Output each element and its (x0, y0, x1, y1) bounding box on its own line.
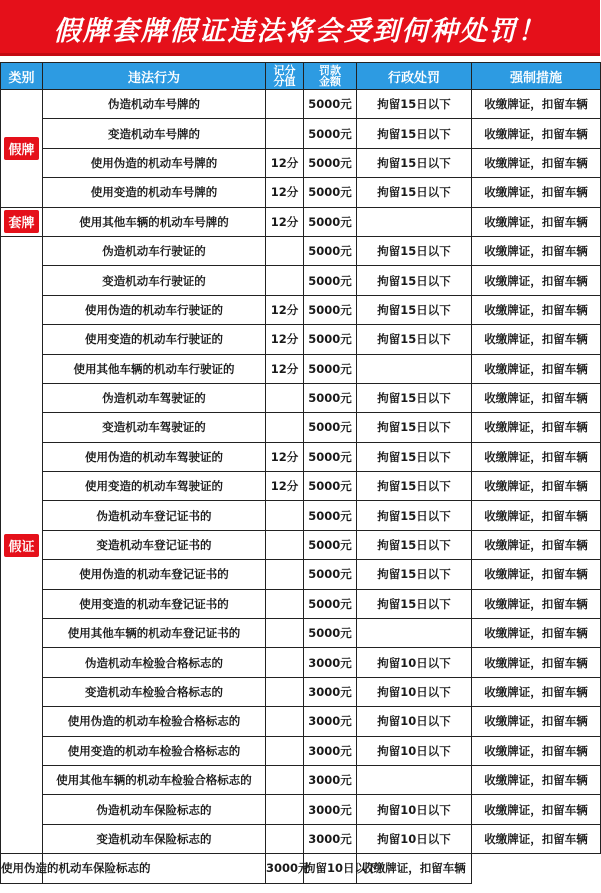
admin-cell: 拘留15日以下 (357, 442, 472, 471)
admin-cell (357, 619, 472, 648)
measure-cell: 收缴牌证，扣留车辆 (472, 119, 601, 148)
fine-cell: 5000元 (304, 178, 357, 207)
table-row (1, 589, 601, 618)
header-fine-line1: 罚款 (319, 64, 341, 77)
table-row (1, 119, 601, 148)
fine-cell: 3000元 (304, 765, 357, 794)
violation-cell: 使用伪造的机动车行驶证的 (43, 295, 266, 324)
table-row (1, 501, 601, 530)
admin-cell: 拘留10日以下 (357, 677, 472, 706)
table-row (1, 236, 601, 265)
table-row (1, 178, 601, 207)
points-cell (266, 530, 304, 559)
points-cell (266, 413, 304, 442)
admin-cell: 拘留10日以下 (357, 795, 472, 824)
points-cell (266, 266, 304, 295)
violation-cell: 使用变造的机动车登记证书的 (43, 589, 266, 618)
table-row (1, 765, 601, 794)
table-row (1, 413, 601, 442)
table-row (1, 90, 601, 119)
table-row (1, 325, 601, 354)
violation-cell: 伪造机动车登记证书的 (43, 501, 266, 530)
table-row (1, 707, 601, 736)
fine-cell: 5000元 (304, 207, 357, 236)
measure-cell: 收缴牌证，扣留车辆 (472, 619, 601, 648)
admin-cell: 拘留15日以下 (357, 501, 472, 530)
violation-cell: 使用变造的机动车号牌的 (43, 178, 266, 207)
measure-cell: 收缴牌证，扣留车辆 (472, 824, 601, 853)
table-row (1, 472, 601, 501)
fine-cell: 5000元 (304, 236, 357, 265)
measure-cell: 收缴牌证，扣留车辆 (472, 442, 601, 471)
points-cell: 12分 (266, 178, 304, 207)
violation-cell: 使用变造的机动车驾驶证的 (43, 472, 266, 501)
admin-cell: 拘留15日以下 (357, 560, 472, 589)
violation-cell: 使用伪造的机动车驾驶证的 (43, 442, 266, 471)
points-cell (266, 648, 304, 677)
table-row (1, 648, 601, 677)
table-row (1, 560, 601, 589)
admin-cell: 拘留15日以下 (357, 413, 472, 442)
table-row (1, 824, 601, 853)
page-title: 假牌套牌假证违法将会受到何种处罚！ (53, 15, 547, 47)
category-tag: 套牌 (4, 210, 38, 233)
violation-cell: 使用其他车辆的机动车登记证书的 (43, 619, 266, 648)
violation-cell: 变造机动车登记证书的 (43, 530, 266, 559)
measure-cell: 收缴牌证，扣留车辆 (472, 765, 601, 794)
points-cell (266, 383, 304, 412)
measure-cell: 收缴牌证，扣留车辆 (472, 236, 601, 265)
admin-cell: 拘留15日以下 (357, 148, 472, 177)
admin-cell: 拘留15日以下 (357, 589, 472, 618)
fine-cell: 5000元 (304, 119, 357, 148)
points-cell (266, 677, 304, 706)
violation-cell: 伪造机动车保险标志的 (43, 795, 266, 824)
measure-cell: 收缴牌证，扣留车辆 (472, 501, 601, 530)
measure-cell: 收缴牌证，扣留车辆 (472, 472, 601, 501)
fine-cell: 5000元 (304, 589, 357, 618)
header-points (266, 63, 304, 90)
measure-cell: 收缴牌证，扣留车辆 (472, 295, 601, 324)
measure-cell: 收缴牌证，扣留车辆 (472, 383, 601, 412)
points-cell: 12分 (266, 325, 304, 354)
table-row (1, 295, 601, 324)
category-tag: 假证 (4, 534, 38, 557)
table-row (1, 148, 601, 177)
fine-cell: 5000元 (304, 266, 357, 295)
points-cell: 12分 (266, 207, 304, 236)
admin-cell (357, 207, 472, 236)
violation-cell: 伪造机动车行驶证的 (43, 236, 266, 265)
admin-cell: 拘留15日以下 (357, 266, 472, 295)
fine-cell: 5000元 (304, 295, 357, 324)
admin-cell: 拘留15日以下 (357, 119, 472, 148)
category-tag: 假牌 (4, 137, 38, 160)
table-header-row (1, 63, 601, 90)
violation-cell: 伪造机动车驾驶证的 (43, 383, 266, 412)
header-fine (304, 63, 357, 90)
fine-cell: 5000元 (304, 619, 357, 648)
fine-cell: 5000元 (304, 472, 357, 501)
table-row (1, 736, 601, 765)
fine-cell: 5000元 (304, 530, 357, 559)
points-cell (266, 119, 304, 148)
admin-cell: 拘留15日以下 (357, 90, 472, 119)
table-row (1, 619, 601, 648)
fine-cell: 5000元 (304, 383, 357, 412)
category-cell (1, 90, 43, 208)
table-row (1, 442, 601, 471)
violation-cell: 使用变造的机动车行驶证的 (43, 325, 266, 354)
page-title-banner (0, 0, 600, 56)
points-cell (266, 560, 304, 589)
violation-cell: 使用其他车辆的机动车行驶证的 (43, 354, 266, 383)
admin-cell: 拘留10日以下 (357, 648, 472, 677)
admin-cell: 拘留15日以下 (357, 295, 472, 324)
violation-cell: 使用伪造的机动车保险标志的 (1, 854, 43, 883)
fine-cell: 5000元 (304, 501, 357, 530)
violation-cell: 使用其他车辆的机动车检验合格标志的 (43, 765, 266, 794)
points-cell (266, 707, 304, 736)
points-cell (266, 236, 304, 265)
fine-cell: 3000元 (266, 854, 304, 883)
points-cell: 12分 (266, 442, 304, 471)
points-cell: 12分 (266, 472, 304, 501)
measure-cell: 收缴牌证，扣留车辆 (472, 648, 601, 677)
table-row (1, 383, 601, 412)
fine-cell: 3000元 (304, 824, 357, 853)
table-row (1, 354, 601, 383)
table-row (1, 677, 601, 706)
measure-cell: 收缴牌证，扣留车辆 (472, 178, 601, 207)
admin-cell (357, 354, 472, 383)
violation-cell: 变造机动车保险标志的 (43, 824, 266, 853)
points-cell (266, 90, 304, 119)
header-measure: 强制措施 (472, 63, 601, 90)
table-row (1, 207, 601, 236)
points-cell: 12分 (266, 295, 304, 324)
violation-cell: 变造机动车号牌的 (43, 119, 266, 148)
admin-cell: 拘留15日以下 (357, 325, 472, 354)
points-cell (266, 501, 304, 530)
violation-cell: 使用伪造的机动车号牌的 (43, 148, 266, 177)
measure-cell: 收缴牌证，扣留车辆 (472, 530, 601, 559)
violation-cell: 使用其他车辆的机动车号牌的 (43, 207, 266, 236)
admin-cell: 拘留15日以下 (357, 472, 472, 501)
points-cell (266, 765, 304, 794)
header-fine-line2: 金额 (319, 75, 341, 88)
measure-cell: 收缴牌证，扣留车辆 (472, 736, 601, 765)
header-points-line1: 记分 (273, 64, 296, 77)
fine-cell: 5000元 (304, 325, 357, 354)
table-body (1, 90, 601, 884)
measure-cell: 收缴牌证，扣留车辆 (472, 560, 601, 589)
fine-cell: 5000元 (304, 560, 357, 589)
fine-cell: 5000元 (304, 148, 357, 177)
points-cell (266, 589, 304, 618)
fine-cell: 5000元 (304, 442, 357, 471)
measure-cell: 收缴牌证，扣留车辆 (472, 795, 601, 824)
points-cell (266, 736, 304, 765)
violation-cell: 变造机动车行驶证的 (43, 266, 266, 295)
header-category: 类别 (1, 63, 43, 90)
measure-cell: 收缴牌证，扣留车辆 (472, 354, 601, 383)
violation-cell: 变造机动车检验合格标志的 (43, 677, 266, 706)
fine-cell: 3000元 (304, 795, 357, 824)
fine-cell: 5000元 (304, 413, 357, 442)
violation-cell: 变造机动车驾驶证的 (43, 413, 266, 442)
admin-cell: 拘留10日以下 (357, 824, 472, 853)
admin-cell: 拘留15日以下 (357, 530, 472, 559)
measure-cell: 收缴牌证，扣留车辆 (472, 207, 601, 236)
measure-cell: 收缴牌证，扣留车辆 (472, 707, 601, 736)
measure-cell: 收缴牌证，扣留车辆 (472, 148, 601, 177)
admin-cell: 拘留15日以下 (357, 383, 472, 412)
penalty-table (0, 62, 601, 884)
measure-cell: 收缴牌证，扣留车辆 (357, 854, 472, 883)
admin-cell: 拘留15日以下 (357, 236, 472, 265)
fine-cell: 3000元 (304, 648, 357, 677)
measure-cell: 收缴牌证，扣留车辆 (472, 589, 601, 618)
admin-cell: 拘留10日以下 (304, 854, 357, 883)
admin-cell: 拘留10日以下 (357, 707, 472, 736)
violation-cell: 使用伪造的机动车检验合格标志的 (43, 707, 266, 736)
fine-cell: 3000元 (304, 736, 357, 765)
header-points-line2: 分值 (273, 75, 296, 88)
header-violation: 违法行为 (43, 63, 266, 90)
measure-cell: 收缴牌证，扣留车辆 (472, 325, 601, 354)
violation-cell: 使用变造的机动车检验合格标志的 (43, 736, 266, 765)
category-cell (1, 236, 43, 853)
measure-cell: 收缴牌证，扣留车辆 (472, 677, 601, 706)
fine-cell: 3000元 (304, 707, 357, 736)
points-cell: 12分 (266, 148, 304, 177)
violation-cell: 伪造机动车号牌的 (43, 90, 266, 119)
fine-cell: 5000元 (304, 354, 357, 383)
admin-cell (357, 765, 472, 794)
violation-cell: 使用伪造的机动车登记证书的 (43, 560, 266, 589)
category-cell (1, 207, 43, 236)
measure-cell: 收缴牌证，扣留车辆 (472, 266, 601, 295)
admin-cell: 拘留10日以下 (357, 736, 472, 765)
header-admin: 行政处罚 (357, 63, 472, 90)
points-cell (266, 795, 304, 824)
measure-cell: 收缴牌证，扣留车辆 (472, 90, 601, 119)
table-row (1, 795, 601, 824)
table-row (1, 266, 601, 295)
measure-cell: 收缴牌证，扣留车辆 (472, 413, 601, 442)
table-row (1, 854, 601, 883)
admin-cell: 拘留15日以下 (357, 178, 472, 207)
points-cell (266, 824, 304, 853)
fine-cell: 3000元 (304, 677, 357, 706)
points-cell: 12分 (266, 354, 304, 383)
points-cell (266, 619, 304, 648)
table-row (1, 530, 601, 559)
violation-cell: 伪造机动车检验合格标志的 (43, 648, 266, 677)
fine-cell: 5000元 (304, 90, 357, 119)
